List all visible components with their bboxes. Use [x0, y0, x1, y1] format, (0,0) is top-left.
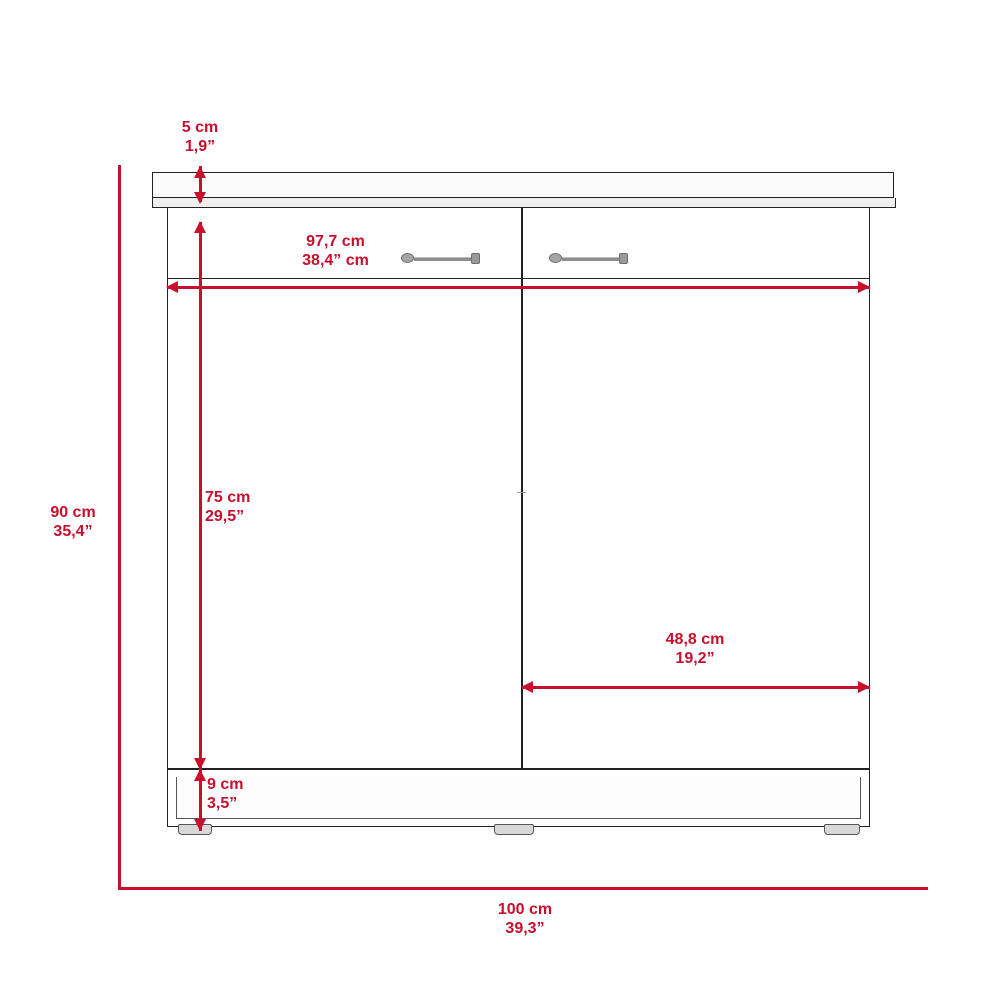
inner-width-cm: 97,7 cm: [306, 233, 365, 250]
overall-height-line: [118, 165, 121, 890]
top-thickness-arrow-down: [194, 192, 206, 204]
overall-width-cm: 100 cm: [497, 901, 553, 918]
body-height-label: [205, 488, 295, 526]
door-width-line: [522, 686, 870, 689]
inner-width-label: [248, 232, 423, 270]
door-width-arrow-left: [521, 681, 533, 693]
top-thickness-in: 1,9”: [184, 138, 216, 155]
handle-right-bar: [562, 257, 625, 261]
handle-left-cap: [471, 253, 480, 264]
door-divider: [521, 279, 523, 768]
handle-right-knob: [549, 253, 562, 263]
inner-width-arrow-right: [858, 281, 870, 293]
handle-right-cap: [619, 253, 628, 264]
overall-width-line: [118, 887, 928, 890]
door-width-label: [605, 630, 785, 668]
overall-height-label: [28, 503, 118, 541]
door-width-cm: 48,8 cm: [665, 631, 725, 648]
top-thickness-cm: 5 cm: [181, 119, 219, 136]
inner-width-in: 38,4” cm: [302, 252, 369, 269]
plinth-line: [167, 768, 870, 770]
inner-width-arrow-left: [166, 281, 178, 293]
plinth-height-arrow-down: [194, 819, 206, 831]
handle-left-bar: [414, 257, 477, 261]
overall-width-in: 39,3”: [505, 920, 545, 937]
overall-width-label: [430, 900, 620, 938]
overall-height-in: 35,4”: [53, 523, 93, 540]
body-height-arrow-up: [194, 221, 206, 233]
overall-height-cm: 90 cm: [50, 504, 96, 521]
top-thickness-arrow-up: [194, 166, 206, 178]
door-width-arrow-right: [858, 681, 870, 693]
drawer-divider: [521, 207, 523, 279]
plinth-height-arrow-up: [194, 769, 206, 781]
foot-mid: [494, 824, 534, 835]
door-width-in: 19,2”: [675, 650, 715, 667]
center-mark: [517, 492, 526, 493]
body-height-line: [199, 222, 202, 769]
counter-top: [152, 172, 894, 198]
top-thickness-label: [150, 118, 250, 156]
body-height-cm: 75 cm: [205, 489, 251, 506]
plinth-height-in: 3,5”: [207, 795, 238, 812]
body-height-in: 29,5”: [205, 508, 245, 525]
plinth-height-label: [207, 775, 287, 813]
inner-width-line: [167, 286, 870, 289]
plinth-height-cm: 9 cm: [207, 776, 244, 793]
foot-right: [824, 824, 860, 835]
